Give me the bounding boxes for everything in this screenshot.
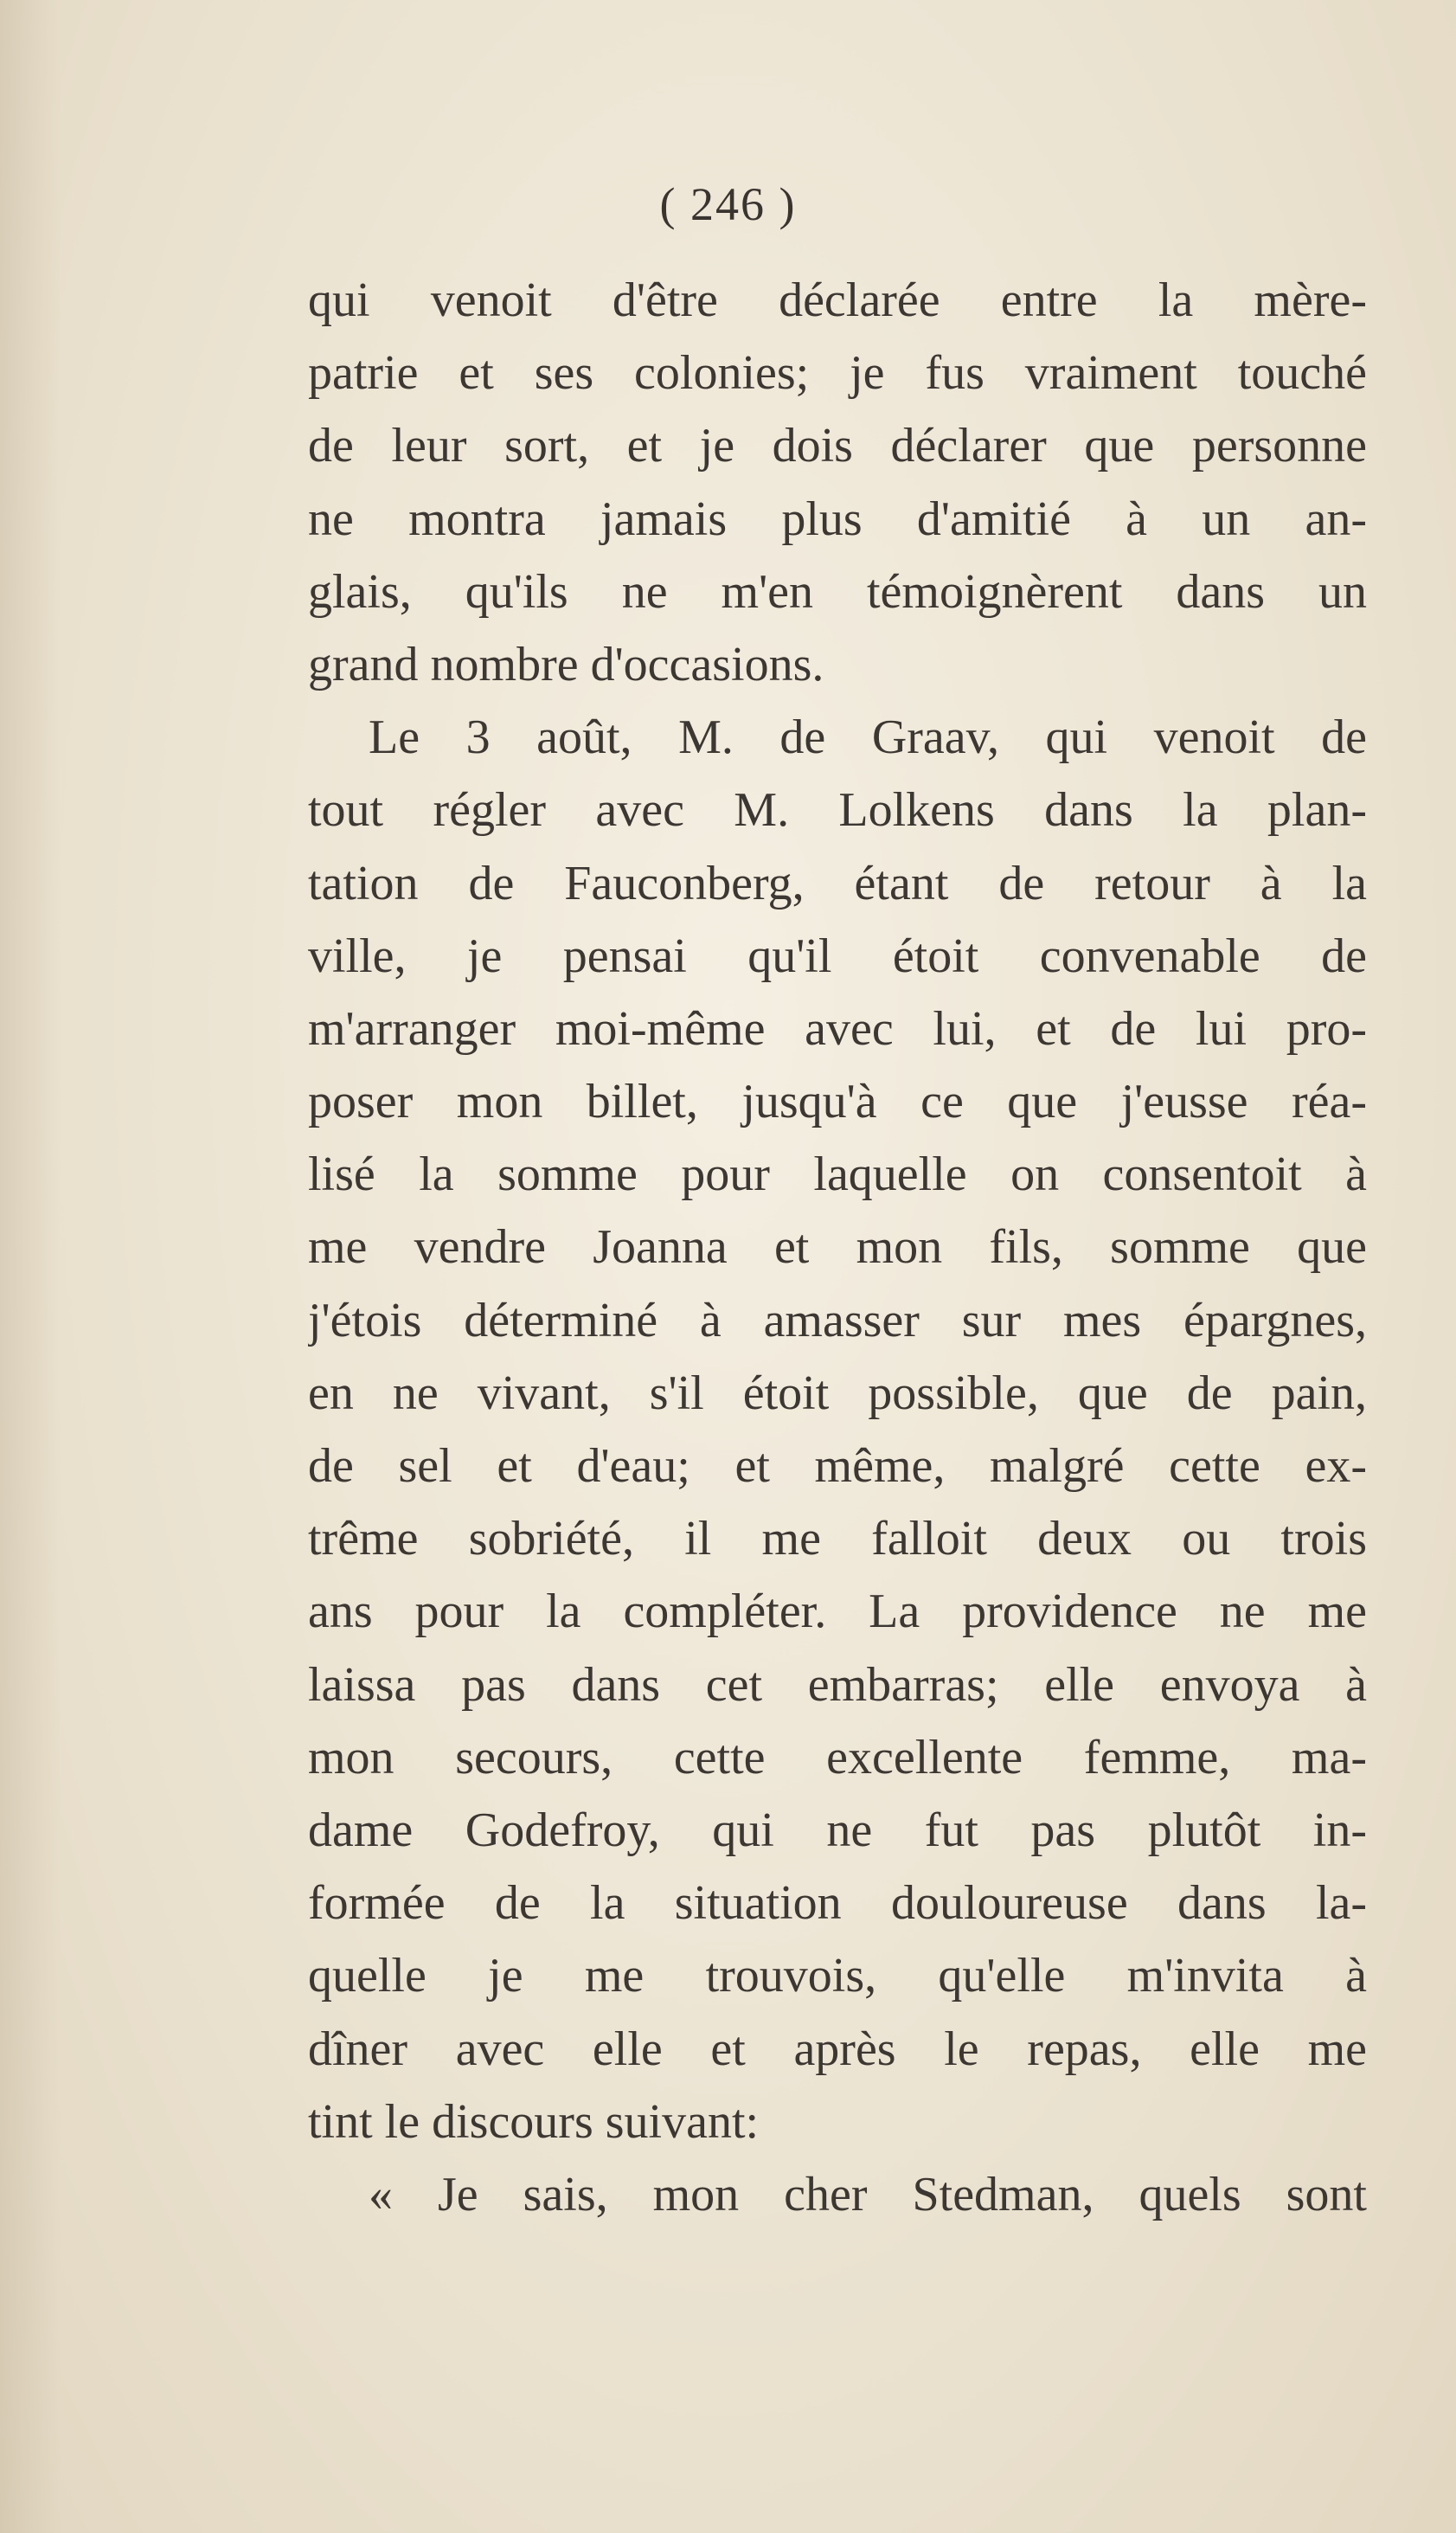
text-line: quelle je me trouvois, qu'elle m'invita à [308,1949,1367,2003]
text-line: me vendre Joanna et mon fils, somme que [308,1220,1367,1275]
body-text [308,264,1367,2231]
text-line: dame Godefroy, qui ne fut pas plutôt in- [308,1803,1367,1857]
text-line: tint le discours suivant: [308,2094,760,2149]
text-line: qui venoit d'être déclarée entre la mère- [308,273,1367,327]
text-line: lisé la somme pour laquelle on consentoit à [308,1148,1367,1202]
text-line: tout régler avec M. Lolkens dans la plan- [308,783,1367,838]
text-line: tation de Fauconberg, étant de retour à la [308,856,1367,910]
text-line: mon secours, cette excellente femme, ma- [308,1730,1367,1784]
binding-shadow [0,0,61,2533]
text-line: ans pour la compléter. La providence ne me [308,1585,1367,1639]
text-line: ville, je pensai qu'il étoit convenable de [308,929,1367,983]
page-number: ( 246 ) [659,178,797,230]
text-line: poser mon billet, jusqu'à ce que j'eusse réa- [308,1075,1367,1129]
text-line: de sel et d'eau; et même, malgré cette ex- [308,1439,1367,1493]
text-line: laissa pas dans cet embarras; elle envoya à [308,1657,1367,1712]
text-line: patrie et ses colonies; je fus vraiment touché [308,346,1367,401]
paragraph-start-line: « Je sais, mon cher Stedman, quels sont [369,2167,1367,2221]
text-line: dîner avec elle et après le repas, elle me [308,2022,1367,2076]
text-line: m'arranger moi-même avec lui, et de lui pro- [308,1001,1367,1056]
text-line: glais, qu'ils ne m'en témoignèrent dans un [308,564,1367,619]
text-line: formée de la situation douloureuse dans la- [308,1876,1367,1931]
text-line: ne montra jamais plus d'amitié à un an- [308,492,1367,546]
text-line: en ne vivant, s'il étoit possible, que de pain, [308,1366,1367,1420]
paragraph-start-line: Le 3 août, M. de Graav, qui venoit de [369,710,1367,765]
text-line: de leur sort, et je dois déclarer que personne [308,419,1367,473]
text-line: j'étois déterminé à amasser sur mes épargnes, [308,1293,1367,1347]
text-line: trême sobriété, il me falloit deux ou trois [308,1512,1367,1566]
text-line: grand nombre d'occasions. [308,637,824,691]
